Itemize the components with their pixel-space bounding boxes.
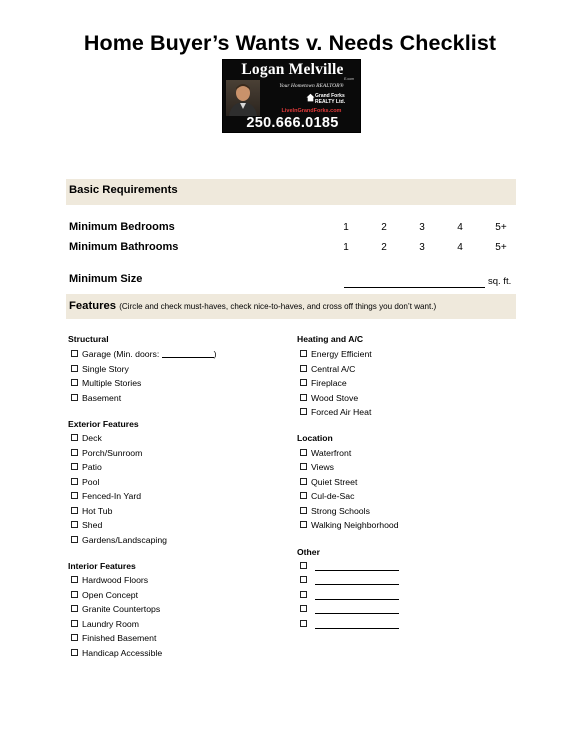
checklist-item (68, 349, 217, 359)
location-heading: Location (297, 433, 333, 443)
garage-doors-field[interactable] (162, 350, 214, 358)
other-item (297, 619, 399, 629)
exterior-heading: Exterior Features (68, 419, 139, 429)
checkbox[interactable] (71, 350, 78, 357)
brand-line-1: Grand Forks (315, 93, 345, 99)
basic-requirements-bar (66, 179, 516, 205)
checkbox[interactable] (300, 394, 307, 401)
checkbox[interactable] (71, 365, 78, 372)
logo-phone: 250.666.0185 (246, 115, 339, 131)
item-label: Views (311, 462, 335, 472)
item-label: Walking Neighborhood (311, 520, 399, 530)
item-label: Laundry Room (82, 619, 139, 629)
checklist-item (297, 407, 371, 417)
other-field[interactable] (315, 620, 399, 629)
item-label: Hardwood Floors (82, 575, 149, 585)
item-label: Forced Air Heat (311, 407, 372, 417)
item-label: Pool (82, 477, 100, 487)
bedroom-option[interactable]: 3 (419, 222, 425, 233)
item-label: Central A/C (311, 364, 356, 374)
checklist-item (68, 520, 102, 530)
checkbox[interactable] (71, 576, 78, 583)
bathroom-option[interactable]: 1 (343, 242, 349, 253)
checkbox[interactable] (71, 434, 78, 441)
item-label: Waterfront (311, 448, 352, 458)
checkbox[interactable] (300, 478, 307, 485)
item-label: Deck (82, 433, 102, 443)
checkbox[interactable] (71, 449, 78, 456)
checkbox[interactable] (300, 365, 307, 372)
other-field[interactable] (315, 605, 399, 614)
features-heading (69, 300, 436, 312)
checkbox[interactable] (71, 536, 78, 543)
bedroom-option[interactable]: 5+ (495, 222, 507, 233)
item-label: Granite Countertops (82, 604, 161, 614)
item-label: Fenced-In Yard (82, 491, 142, 501)
checkbox[interactable] (71, 463, 78, 470)
item-label: Energy Efficient (311, 349, 372, 359)
basic-requirements-heading: Basic Requirements (69, 184, 178, 196)
heating-heading: Heating and A/C (297, 334, 364, 344)
bedroom-option[interactable]: 1 (343, 222, 349, 233)
size-unit: sq. ft. (488, 276, 512, 287)
bathroom-option[interactable]: 3 (419, 242, 425, 253)
logo-tagline: Your Hometown REALTOR® (279, 83, 344, 89)
checkbox[interactable] (300, 521, 307, 528)
checklist-item (68, 491, 141, 501)
checklist-item (297, 364, 355, 374)
checklist-item (68, 619, 139, 629)
item-label: Handicap Accessible (82, 648, 163, 658)
features-bar (66, 294, 516, 319)
checkbox[interactable] (71, 507, 78, 514)
checklist-item (68, 648, 162, 658)
checklist-item (68, 506, 112, 516)
checklist-item (297, 462, 334, 472)
checklist-item (68, 393, 121, 403)
checkbox[interactable] (300, 379, 307, 386)
checkbox[interactable] (300, 507, 307, 514)
item-label: Finished Basement (82, 633, 157, 643)
checkbox[interactable] (300, 408, 307, 415)
checkbox[interactable] (71, 591, 78, 598)
page-title: Home Buyer’s Wants v. Needs Checklist (83, 31, 497, 55)
checkbox[interactable] (300, 620, 307, 627)
checkbox[interactable] (71, 521, 78, 528)
logo-suffix: E.com (344, 77, 354, 81)
checkbox[interactable] (71, 634, 78, 641)
item-label: Strong Schools (311, 506, 370, 516)
checkbox[interactable] (71, 478, 78, 485)
checklist-item (297, 349, 372, 359)
checklist-item (68, 633, 156, 643)
item-label: Multiple Stories (82, 378, 142, 388)
other-item (297, 561, 399, 571)
checklist-item (297, 477, 357, 487)
checklist-item (68, 364, 129, 374)
agent-photo (226, 80, 260, 116)
bedroom-option[interactable]: 2 (381, 222, 387, 233)
item-label: Basement (82, 393, 122, 403)
checkbox[interactable] (300, 562, 307, 569)
item-label: Cul-de-Sac (311, 491, 355, 501)
checkbox[interactable] (300, 605, 307, 612)
checklist-item (297, 378, 347, 388)
item-label: Single Story (82, 364, 129, 374)
other-field[interactable] (315, 562, 399, 571)
checkbox[interactable] (71, 649, 78, 656)
logo-website: LiveInGrandForks.com (281, 108, 342, 114)
item-label: Quiet Street (311, 477, 358, 487)
other-item (297, 604, 399, 614)
features-title: Features (69, 300, 117, 312)
min-bedrooms-label: Minimum Bedrooms (69, 221, 175, 233)
logo-name: Logan Melville (241, 61, 344, 78)
checklist-item (68, 448, 142, 458)
item-label: Shed (82, 520, 103, 530)
checkbox[interactable] (71, 394, 78, 401)
bedroom-option[interactable]: 4 (457, 222, 463, 233)
checkbox[interactable] (300, 591, 307, 598)
item-label: Patio (82, 462, 102, 472)
other-item (297, 575, 399, 585)
other-heading: Other (297, 547, 320, 557)
garage-label-end: ) (213, 349, 217, 359)
other-field[interactable] (315, 576, 399, 585)
checkbox[interactable] (71, 379, 78, 386)
item-label: Porch/Sunroom (82, 448, 143, 458)
checklist-item (68, 378, 141, 388)
bathroom-option[interactable]: 2 (381, 242, 387, 253)
item-label: Hot Tub (82, 506, 113, 516)
checklist-item (68, 535, 167, 545)
item-label: Open Concept (82, 590, 139, 600)
checklist-item (297, 491, 354, 501)
checkbox[interactable] (300, 350, 307, 357)
checklist-item (297, 393, 358, 403)
bathroom-option[interactable]: 5+ (495, 242, 507, 253)
checkbox[interactable] (71, 492, 78, 499)
checklist-item (68, 462, 102, 472)
checklist-item (68, 604, 160, 614)
checkbox[interactable] (300, 463, 307, 470)
item-label: Fireplace (311, 378, 347, 388)
min-bathrooms-label: Minimum Bathrooms (69, 241, 179, 253)
checkbox[interactable] (300, 492, 307, 499)
checkbox[interactable] (300, 576, 307, 583)
checklist-item (68, 433, 102, 443)
checklist-item (297, 520, 399, 530)
checkbox[interactable] (71, 620, 78, 627)
checkbox[interactable] (300, 449, 307, 456)
realtor-logo (222, 59, 361, 133)
checkbox[interactable] (71, 605, 78, 612)
checklist-item (68, 575, 148, 585)
checklist-item (297, 448, 351, 458)
item-label: Gardens/Landscaping (82, 535, 168, 545)
checklist-item (68, 590, 138, 600)
min-size-field[interactable] (344, 287, 485, 288)
interior-heading: Interior Features (68, 561, 136, 571)
checklist-item (297, 506, 370, 516)
garage-label: Garage (Min. doors: (82, 349, 162, 359)
checklist-item (68, 477, 99, 487)
house-icon (306, 93, 315, 102)
item-label: Wood Stove (311, 393, 359, 403)
bathroom-option[interactable]: 4 (457, 242, 463, 253)
other-field[interactable] (315, 591, 399, 600)
features-instructions: (Circle and check must-haves, check nice-to-haves, and cross off things you don’t want.) (119, 302, 437, 311)
logo-brand (315, 93, 359, 105)
structural-heading: Structural (68, 334, 109, 344)
min-size-label: Minimum Size (69, 273, 143, 285)
other-item (297, 590, 399, 600)
brand-line-2: REALTY Ltd. (315, 99, 346, 105)
